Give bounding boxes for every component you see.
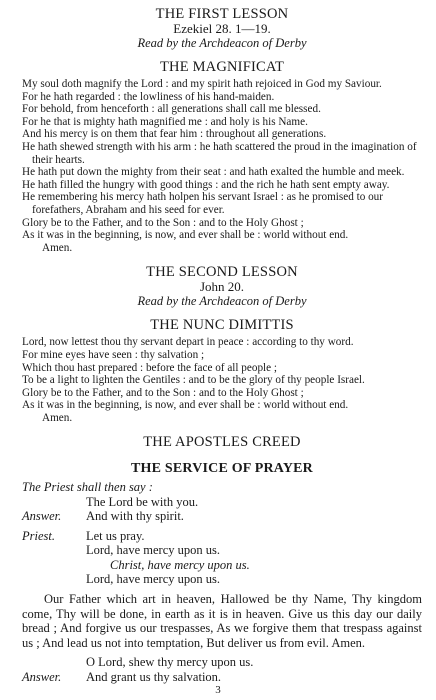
magnificat-verse: For he that is mighty hath magnified me : and holy is his Name. [22,115,308,128]
page-number: 3 [215,684,221,696]
apostles-creed-heading: THE APOSTLES CREED [143,434,301,451]
first-lesson-reader: Read by the Archdeacon of Derby [137,36,307,50]
nunc-dimittis-amen: Amen. [42,411,73,424]
dialogue-line [22,529,422,587]
first-lesson-section [22,6,422,50]
dialogue-text: Lord, have mercy upon us. [86,543,220,558]
nunc-dimittis-verse: Glory be to the Father, and to the Son : and to the Holy Ghost ; [22,386,304,399]
dialogue-line [22,655,422,670]
dialogue-text: O Lord, shew thy mercy upon us. [86,655,254,670]
magnificat-verse: He hath filled the hungry with good things : and the rich he hath sent empty away. [22,178,390,191]
dialogue-text: Lord, have mercy upon us. [86,572,220,587]
dialogue-line [22,670,422,685]
magnificat-text [22,78,422,254]
magnificat-verse: My soul doth magnify the Lord : and my spirit hath rejoiced in God my Saviour. [22,78,382,90]
service-of-prayer-heading: THE SERVICE OF PRAYER [131,461,313,477]
nunc-dimittis-verse: For mine eyes have seen : thy salvation ; [22,348,205,361]
magnificat-verse: He hath put down the mighty from their seat : and hath exalted the humble and meek. [22,166,405,179]
magnificat-amen: Amen. [42,241,73,254]
first-lesson-reference: Ezekiel 28. 1—19. [173,21,271,36]
second-lesson-reader: Read by the Archdeacon of Derby [137,294,307,309]
prayer-dialogue [22,480,422,587]
magnificat-verse: As it was in the beginning, is now, and ever shall be : world without end. [22,229,349,242]
nunc-dimittis-heading: THE NUNC DIMITTIS [150,317,294,334]
closing-dialogue [22,655,422,684]
first-lesson-heading: THE FIRST LESSON [155,6,289,22]
second-lesson-section [22,264,422,308]
dialogue-text: And grant us thy salvation. [86,669,222,684]
nunc-dimittis-text [22,336,422,424]
second-lesson-reference: John 20. [199,279,245,295]
priest-rubric: The Priest shall then say : [22,480,153,495]
dialogue-text: And with thy spirit. [86,509,184,524]
magnificat-verse: Glory be to the Father, and to the Son : and to the Holy Ghost ; [22,216,304,229]
speaker-label: Priest. [22,528,55,543]
dialogue-response: Christ, have mercy upon us. [110,557,250,572]
nunc-dimittis-verse: Lord, now lettest thou thy servant depart in peace : according to thy word. [22,336,354,349]
magnificat-verse: He remembering his mercy hath holpen his servant Israel : as he promised to our forefathers, Abraham and his seed for ever. [22,191,384,216]
lords-prayer: Our Father which art in heaven, Hallowed be thy Name, Thy kingdom come, Thy will be done, in earth as it is in heaven. Give us this day our daily bread ; And forgive us our trespasses, As we forgive them that trespass against us ; And lead us not into temptation, But deliver us from evil. Amen. [22,591,422,650]
speaker-label: Answer. [22,509,62,524]
nunc-dimittis-verse: As it was in the beginning, is now, and ever shall be : world without end. [22,399,349,412]
dialogue-text: Let us pray. [86,528,145,543]
magnificat-verse: For behold, from henceforth : all generations shall call me blessed. [22,103,321,116]
nunc-dimittis-verse: Which thou hast prepared : before the face of all people ; [22,361,278,374]
magnificat-verse: And his mercy is on them that fear him : throughout all generations. [22,128,327,141]
speaker-label: Answer. [22,669,62,684]
dialogue-line [22,509,422,524]
magnificat-heading: THE MAGNIFICAT [159,59,285,75]
dialogue-line [22,495,422,510]
magnificat-verse: For he hath regarded : the lowliness of his hand-maiden. [22,90,275,103]
dialogue-text: The Lord be with you. [86,494,199,509]
magnificat-verse: He hath shewed strength with his arm : he hath scattered the proud in the imagination of their hearts. [22,140,417,166]
second-lesson-heading: THE SECOND LESSON [146,264,298,281]
nunc-dimittis-verse: To be a light to lighten the Gentiles : and to be the glory of thy people Israel. [22,374,365,387]
